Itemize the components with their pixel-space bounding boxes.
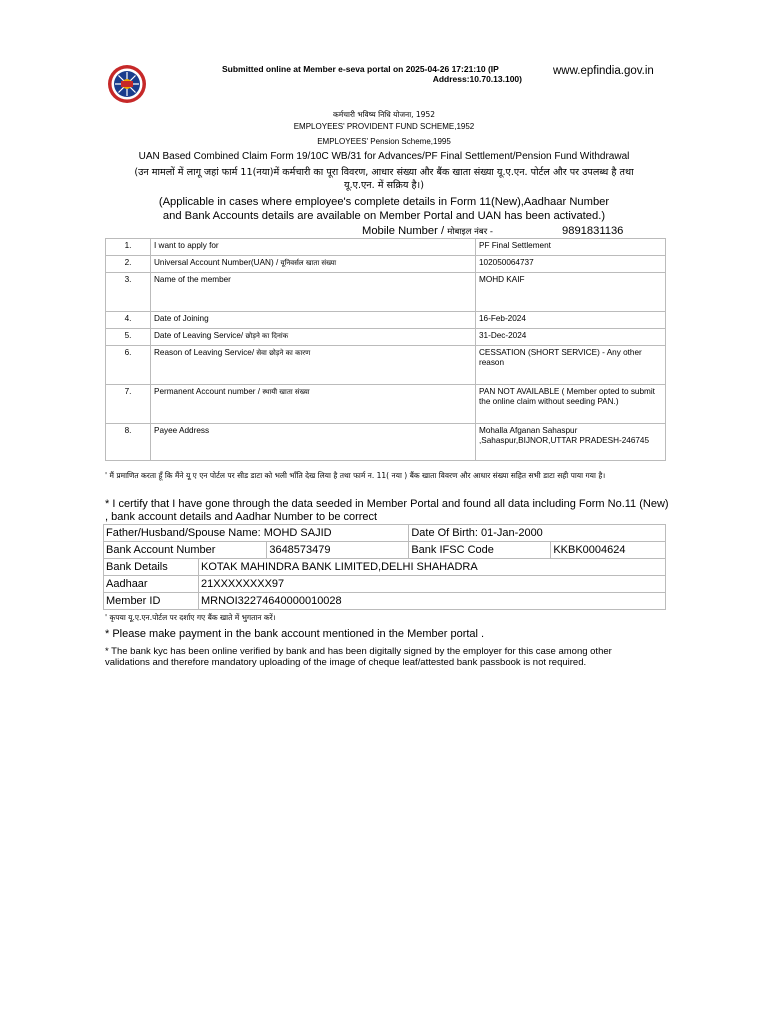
table-row	[104, 559, 666, 576]
table-row	[104, 593, 666, 610]
row-label-text: I want to apply for	[154, 241, 219, 250]
row-value: 16-Feb-2024	[476, 312, 666, 329]
mobile-number-row	[362, 225, 624, 237]
aadhaar-label: Aadhaar	[104, 576, 199, 593]
row-label-text: Name of the member	[154, 275, 231, 284]
row-label	[151, 312, 476, 329]
epf-scheme-title: EMPLOYEES' PROVIDENT FUND SCHEME,1952	[293, 122, 475, 131]
dob-value: 01-Jan-2000	[481, 527, 543, 539]
row-number: 5.	[106, 329, 151, 346]
account-number-label: Bank Account Number	[104, 542, 267, 559]
row-label	[151, 273, 476, 312]
submission-line-2: Address:10.70.13.100)	[432, 74, 522, 84]
father-name-value: MOHD SAJID	[263, 527, 332, 539]
claim-details-table	[105, 238, 666, 461]
ifsc-label: Bank IFSC Code	[409, 542, 551, 559]
applicability-note: (Applicable in cases where employee's complete details in Form 11(New),Aadhaar Number and Bank Accounts details are available on Member Portal and UAN has been activated.)	[158, 196, 610, 222]
epfo-logo-icon	[107, 64, 147, 104]
row-label-hindi: छोड़ने का दिनांक	[245, 332, 289, 340]
row-number: 4.	[106, 312, 151, 329]
table-row	[106, 312, 666, 329]
table-row	[104, 542, 666, 559]
kyc-note: * The bank kyc has been online verified by bank and has been digitally signed by the employer for this case among other validations and therefore mandatory uploading of the image of cheque leaf/attested bank passbook is not required.	[105, 646, 612, 668]
table-row	[106, 256, 666, 273]
row-value: CESSATION (SHORT SERVICE) - Any other reason	[476, 346, 666, 385]
bank-details-table	[103, 524, 666, 610]
row-label-text: Payee Address	[154, 426, 210, 435]
payment-note-hindi: ' कृपया यू.ए.एन.पोर्टल पर दर्शाए गए बैंक खाते में भुगतान करें।	[105, 613, 276, 622]
row-number: 7.	[106, 385, 151, 424]
row-label-text: Permanent Account number /	[154, 387, 261, 396]
row-value: MOHD KAIF	[476, 273, 666, 312]
table-row	[106, 273, 666, 312]
row-label	[151, 329, 476, 346]
dob-label: Date Of Birth:	[411, 527, 478, 539]
eps-scheme-title: EMPLOYEES' Pension Scheme,1995	[317, 137, 451, 146]
table-row	[106, 329, 666, 346]
row-value: Mohalla Afganan Sahaspur ,Sahaspur,BIJNOR,UTTAR PRADESH-246745	[476, 424, 666, 461]
row-number: 8.	[106, 424, 151, 461]
row-number: 1.	[106, 239, 151, 256]
row-label-text: Date of Joining	[154, 314, 209, 323]
member-id-value: MRNOI32274640000010028	[199, 593, 666, 610]
table-row	[104, 576, 666, 593]
account-number-value: 3648573479	[267, 542, 409, 559]
bank-details-value: KOTAK MAHINDRA BANK LIMITED,DELHI SHAHADRA	[199, 559, 666, 576]
aadhaar-value: 21XXXXXXXX97	[199, 576, 666, 593]
row-value: 31-Dec-2024	[476, 329, 666, 346]
mobile-label: Mobile Number /	[362, 225, 445, 237]
bank-details-label: Bank Details	[104, 559, 199, 576]
form-title: UAN Based Combined Claim Form 19/10C WB/31 for Advances/PF Final Settlement/Pension Fund Withdrawal	[138, 151, 630, 162]
row-label-text: Reason of Leaving Service/	[154, 348, 255, 357]
row-label-hindi: यूनिवर्सल खाता संख्या	[280, 259, 337, 267]
row-label	[151, 256, 476, 273]
table-row	[106, 346, 666, 385]
member-id-label: Member ID	[104, 593, 199, 610]
applicability-note-hindi: (उन मामलों में लागू जहां फार्म 11(नया)में कर्मचारी का पूरा विवरण, आधार संख्या और बैंक खाता संख्या यू.ए.एन. पोर्टल और पर उपलब्ध है तथा यू.ए.एन. में सक्रिय है।)	[134, 167, 634, 191]
father-name-label: Father/Husband/Spouse Name:	[106, 527, 261, 539]
row-label	[151, 385, 476, 424]
submission-line-1: Submitted online at Member e-seva portal on 2025-04-26 17:21:10 (IP	[222, 64, 499, 74]
dob-cell	[409, 525, 666, 542]
payment-note: * Please make payment in the bank account mentioned in the Member portal .	[105, 628, 485, 640]
scheme-title-hindi: कर्मचारी भविष्य निधि योजना, 1952	[333, 110, 435, 119]
row-label	[151, 346, 476, 385]
table-row	[106, 385, 666, 424]
father-name-cell	[104, 525, 409, 542]
row-label-hindi: सेवा छोड़ने का कारण	[256, 349, 311, 357]
row-label-text: Date of Leaving Service/	[154, 331, 244, 340]
row-number: 3.	[106, 273, 151, 312]
row-value: 102050064737	[476, 256, 666, 273]
row-number: 2.	[106, 256, 151, 273]
ifsc-value: KKBK0004624	[551, 542, 666, 559]
website-link[interactable]: www.epfindia.gov.in	[553, 65, 654, 77]
row-value: PAN NOT AVAILABLE ( Member opted to submit the online claim without seeding PAN.)	[476, 385, 666, 424]
table-row	[106, 239, 666, 256]
mobile-label-hindi: मोबाइल नंबर -	[447, 227, 493, 237]
submission-info	[222, 64, 532, 84]
certification-hindi: ' मैं प्रमाणित करता हूँ कि मैंने यू ए एन पोर्टल पर सीड डाटा को भली भाँति देख लिया है तथा फार्म न. 11( नया ) बैंक खाता विवरण और आधार संख्या सहित सभी डाटा सही पाया गया है।	[105, 471, 606, 480]
table-row	[106, 424, 666, 461]
row-number: 6.	[106, 346, 151, 385]
row-label	[151, 424, 476, 461]
mobile-number: 9891831136	[562, 225, 624, 237]
row-label-hindi: स्थायी खाता संख्या	[262, 388, 310, 396]
certification-text: * I certify that I have gone through the data seeded in Member Portal and found all data including Form No.11 (New) , bank account details and Aadhar Number to be correct	[105, 498, 669, 523]
table-row	[104, 525, 666, 542]
row-value: PF Final Settlement	[476, 239, 666, 256]
row-label-text: Universal Account Number(UAN) /	[154, 258, 279, 267]
row-label	[151, 239, 476, 256]
